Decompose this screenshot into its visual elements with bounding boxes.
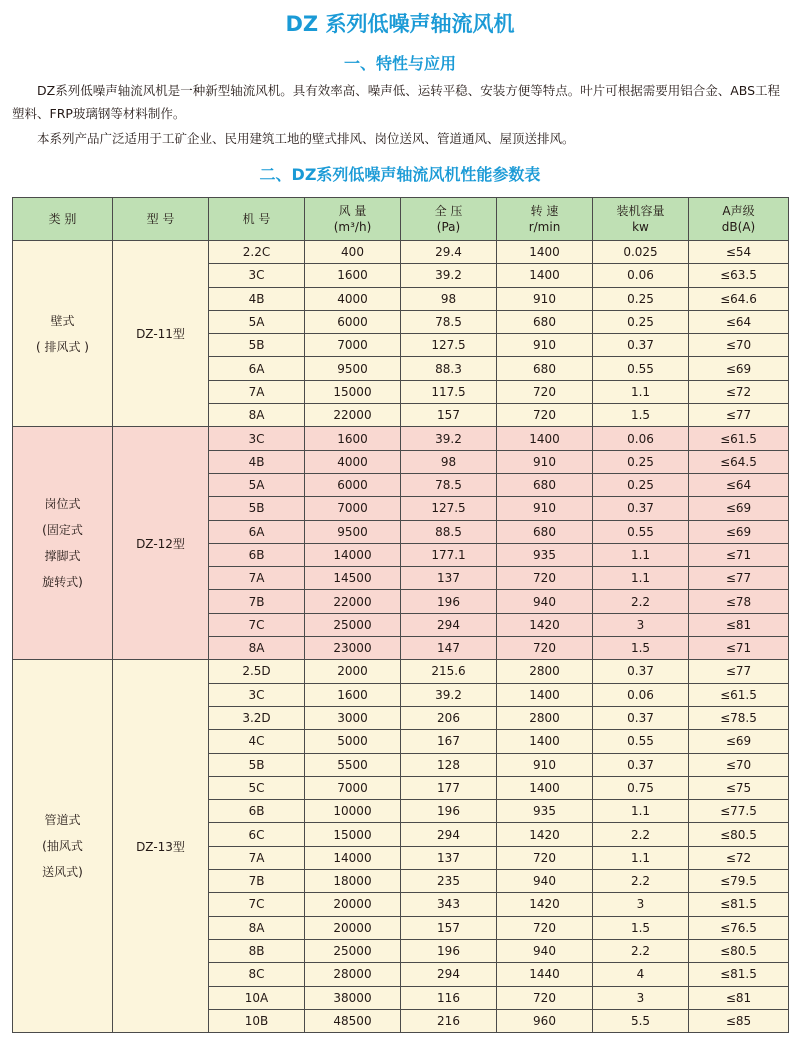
machine-no-cell: 5C bbox=[209, 776, 305, 799]
air-volume-cell: 6000 bbox=[305, 310, 401, 333]
model-cell: DZ-11型 bbox=[113, 241, 209, 427]
speed-cell: 720 bbox=[497, 637, 593, 660]
header-text: 型 号 bbox=[146, 212, 175, 226]
noise-level-cell: ≤78 bbox=[689, 590, 789, 613]
total-pressure-cell: 39.2 bbox=[401, 683, 497, 706]
speed-cell: 960 bbox=[497, 1009, 593, 1032]
machine-no-cell: 6C bbox=[209, 823, 305, 846]
noise-level-cell: ≤64 bbox=[689, 473, 789, 496]
total-pressure-cell: 343 bbox=[401, 893, 497, 916]
section-heading-parameters: 二、DZ系列低噪声轴流风机性能参数表 bbox=[259, 165, 541, 184]
header-speed bbox=[497, 198, 593, 241]
performance-table bbox=[12, 197, 789, 1033]
noise-level-cell: ≤77 bbox=[689, 404, 789, 427]
air-volume-cell: 4000 bbox=[305, 287, 401, 310]
speed-cell: 910 bbox=[497, 334, 593, 357]
machine-no-cell: 6B bbox=[209, 800, 305, 823]
machine-no-cell: 10B bbox=[209, 1009, 305, 1032]
power-cell: 0.37 bbox=[593, 660, 689, 683]
speed-cell: 680 bbox=[497, 520, 593, 543]
air-volume-cell: 6000 bbox=[305, 473, 401, 496]
header-air-volume bbox=[305, 198, 401, 241]
total-pressure-cell: 137 bbox=[401, 567, 497, 590]
total-pressure-cell: 294 bbox=[401, 613, 497, 636]
power-cell: 3 bbox=[593, 893, 689, 916]
noise-level-cell: ≤70 bbox=[689, 334, 789, 357]
noise-level-cell: ≤61.5 bbox=[689, 427, 789, 450]
air-volume-cell: 14500 bbox=[305, 567, 401, 590]
category-text: ( 排风式 ) bbox=[36, 339, 89, 354]
noise-level-cell: ≤71 bbox=[689, 543, 789, 566]
power-cell: 1.5 bbox=[593, 637, 689, 660]
category-cell bbox=[13, 660, 113, 1033]
power-cell: 0.55 bbox=[593, 520, 689, 543]
machine-no-cell: 5B bbox=[209, 753, 305, 776]
power-cell: 0.75 bbox=[593, 776, 689, 799]
header-model bbox=[113, 198, 209, 241]
header-text: kw bbox=[632, 220, 649, 234]
speed-cell: 1400 bbox=[497, 264, 593, 287]
total-pressure-cell: 98 bbox=[401, 287, 497, 310]
total-pressure-cell: 177 bbox=[401, 776, 497, 799]
power-cell: 1.1 bbox=[593, 846, 689, 869]
total-pressure-cell: 88.5 bbox=[401, 520, 497, 543]
machine-no-cell: 8C bbox=[209, 963, 305, 986]
table-header-row bbox=[13, 198, 789, 241]
total-pressure-cell: 116 bbox=[401, 986, 497, 1009]
air-volume-cell: 25000 bbox=[305, 939, 401, 962]
speed-cell: 1440 bbox=[497, 963, 593, 986]
machine-no-cell: 7A bbox=[209, 846, 305, 869]
speed-cell: 720 bbox=[497, 380, 593, 403]
intro-paragraph: DZ系列低噪声轴流风机是一种新型轴流风机。具有效率高、噪声低、运转平稳、安装方便等特点。叶片可根据需要用铝合金、ABS工程塑料、FRP玻璃钢等材料制作。 bbox=[12, 83, 781, 121]
air-volume-cell: 22000 bbox=[305, 590, 401, 613]
air-volume-cell: 14000 bbox=[305, 846, 401, 869]
machine-no-cell: 7B bbox=[209, 590, 305, 613]
power-cell: 0.55 bbox=[593, 730, 689, 753]
category-text: 岗位式 bbox=[44, 497, 81, 512]
air-volume-cell: 15000 bbox=[305, 823, 401, 846]
power-cell: 1.1 bbox=[593, 380, 689, 403]
air-volume-cell: 1600 bbox=[305, 264, 401, 287]
machine-no-cell: 2.5D bbox=[209, 660, 305, 683]
machine-no-cell: 10A bbox=[209, 986, 305, 1009]
header-machine-no bbox=[209, 198, 305, 241]
total-pressure-cell: 216 bbox=[401, 1009, 497, 1032]
total-pressure-cell: 235 bbox=[401, 870, 497, 893]
category-text: 旋转式) bbox=[42, 575, 83, 590]
total-pressure-cell: 39.2 bbox=[401, 264, 497, 287]
total-pressure-cell: 167 bbox=[401, 730, 497, 753]
machine-no-cell: 8B bbox=[209, 939, 305, 962]
power-cell: 1.1 bbox=[593, 800, 689, 823]
total-pressure-cell: 117.5 bbox=[401, 380, 497, 403]
speed-cell: 910 bbox=[497, 497, 593, 520]
air-volume-cell: 15000 bbox=[305, 380, 401, 403]
header-text: 风 量 bbox=[338, 204, 367, 218]
category-cell bbox=[13, 427, 113, 660]
power-cell: 0.37 bbox=[593, 753, 689, 776]
page-title: DZ 系列低噪声轴流风机 bbox=[285, 12, 515, 36]
machine-no-cell: 4B bbox=[209, 450, 305, 473]
header-text: dB(A) bbox=[721, 220, 756, 234]
air-volume-cell: 22000 bbox=[305, 404, 401, 427]
category-text: 送风式) bbox=[42, 865, 83, 880]
header-text: 装机容量 bbox=[616, 204, 665, 218]
air-volume-cell: 5500 bbox=[305, 753, 401, 776]
header-text: (Pa) bbox=[436, 220, 461, 234]
speed-cell: 720 bbox=[497, 916, 593, 939]
speed-cell: 940 bbox=[497, 939, 593, 962]
total-pressure-cell: 29.4 bbox=[401, 241, 497, 264]
air-volume-cell: 20000 bbox=[305, 916, 401, 939]
machine-no-cell: 8A bbox=[209, 637, 305, 660]
machine-no-cell: 5A bbox=[209, 473, 305, 496]
machine-no-cell: 8A bbox=[209, 916, 305, 939]
speed-cell: 680 bbox=[497, 357, 593, 380]
air-volume-cell: 20000 bbox=[305, 893, 401, 916]
noise-level-cell: ≤72 bbox=[689, 380, 789, 403]
power-cell: 1.5 bbox=[593, 404, 689, 427]
model-cell: DZ-13型 bbox=[113, 660, 209, 1033]
machine-no-cell: 3.2D bbox=[209, 706, 305, 729]
noise-level-cell: ≤75 bbox=[689, 776, 789, 799]
speed-cell: 680 bbox=[497, 310, 593, 333]
power-cell: 0.06 bbox=[593, 264, 689, 287]
speed-cell: 935 bbox=[497, 543, 593, 566]
machine-no-cell: 8A bbox=[209, 404, 305, 427]
total-pressure-cell: 39.2 bbox=[401, 427, 497, 450]
machine-no-cell: 4B bbox=[209, 287, 305, 310]
header-text: 机 号 bbox=[242, 212, 271, 226]
speed-cell: 720 bbox=[497, 404, 593, 427]
table-row bbox=[13, 427, 789, 450]
speed-cell: 2800 bbox=[497, 706, 593, 729]
power-cell: 2.2 bbox=[593, 590, 689, 613]
machine-no-cell: 6B bbox=[209, 543, 305, 566]
category-cell bbox=[13, 241, 113, 427]
noise-level-cell: ≤81 bbox=[689, 986, 789, 1009]
noise-level-cell: ≤63.5 bbox=[689, 264, 789, 287]
speed-cell: 680 bbox=[497, 473, 593, 496]
power-cell: 2.2 bbox=[593, 870, 689, 893]
total-pressure-cell: 177.1 bbox=[401, 543, 497, 566]
power-cell: 0.55 bbox=[593, 357, 689, 380]
air-volume-cell: 7000 bbox=[305, 776, 401, 799]
machine-no-cell: 2.2C bbox=[209, 241, 305, 264]
speed-cell: 1400 bbox=[497, 241, 593, 264]
power-cell: 0.25 bbox=[593, 287, 689, 310]
speed-cell: 910 bbox=[497, 753, 593, 776]
noise-level-cell: ≤79.5 bbox=[689, 870, 789, 893]
speed-cell: 720 bbox=[497, 567, 593, 590]
power-cell: 1.1 bbox=[593, 543, 689, 566]
speed-cell: 910 bbox=[497, 450, 593, 473]
noise-level-cell: ≤77 bbox=[689, 567, 789, 590]
air-volume-cell: 4000 bbox=[305, 450, 401, 473]
machine-no-cell: 7A bbox=[209, 380, 305, 403]
power-cell: 0.25 bbox=[593, 310, 689, 333]
air-volume-cell: 9500 bbox=[305, 357, 401, 380]
total-pressure-cell: 127.5 bbox=[401, 497, 497, 520]
total-pressure-cell: 147 bbox=[401, 637, 497, 660]
total-pressure-cell: 157 bbox=[401, 404, 497, 427]
speed-cell: 910 bbox=[497, 287, 593, 310]
noise-level-cell: ≤71 bbox=[689, 637, 789, 660]
power-cell: 3 bbox=[593, 986, 689, 1009]
power-cell: 2.2 bbox=[593, 939, 689, 962]
total-pressure-cell: 157 bbox=[401, 916, 497, 939]
table-row bbox=[13, 241, 789, 264]
speed-cell: 940 bbox=[497, 590, 593, 613]
machine-no-cell: 3C bbox=[209, 683, 305, 706]
header-text: 转 速 bbox=[530, 204, 559, 218]
noise-level-cell: ≤85 bbox=[689, 1009, 789, 1032]
noise-level-cell: ≤69 bbox=[689, 520, 789, 543]
total-pressure-cell: 294 bbox=[401, 963, 497, 986]
category-text: (抽风式 bbox=[42, 839, 83, 854]
noise-level-cell: ≤61.5 bbox=[689, 683, 789, 706]
air-volume-cell: 400 bbox=[305, 241, 401, 264]
speed-cell: 720 bbox=[497, 846, 593, 869]
machine-no-cell: 7B bbox=[209, 870, 305, 893]
total-pressure-cell: 196 bbox=[401, 939, 497, 962]
speed-cell: 935 bbox=[497, 800, 593, 823]
header-category bbox=[13, 198, 113, 241]
power-cell: 2.2 bbox=[593, 823, 689, 846]
power-cell: 0.37 bbox=[593, 706, 689, 729]
total-pressure-cell: 196 bbox=[401, 800, 497, 823]
power-cell: 0.06 bbox=[593, 427, 689, 450]
machine-no-cell: 3C bbox=[209, 427, 305, 450]
machine-no-cell: 5A bbox=[209, 310, 305, 333]
category-text: 管道式 bbox=[44, 813, 81, 828]
machine-no-cell: 5B bbox=[209, 334, 305, 357]
category-text: 撑脚式 bbox=[44, 549, 81, 564]
air-volume-cell: 7000 bbox=[305, 497, 401, 520]
machine-no-cell: 3C bbox=[209, 264, 305, 287]
noise-level-cell: ≤64 bbox=[689, 310, 789, 333]
header-text: r/min bbox=[528, 220, 561, 234]
total-pressure-cell: 88.3 bbox=[401, 357, 497, 380]
noise-level-cell: ≤70 bbox=[689, 753, 789, 776]
category-text: (固定式 bbox=[42, 523, 83, 538]
air-volume-cell: 9500 bbox=[305, 520, 401, 543]
header-noise-level bbox=[689, 198, 789, 241]
total-pressure-cell: 206 bbox=[401, 706, 497, 729]
air-volume-cell: 38000 bbox=[305, 986, 401, 1009]
noise-level-cell: ≤64.6 bbox=[689, 287, 789, 310]
air-volume-cell: 18000 bbox=[305, 870, 401, 893]
power-cell: 0.37 bbox=[593, 334, 689, 357]
air-volume-cell: 3000 bbox=[305, 706, 401, 729]
air-volume-cell: 5000 bbox=[305, 730, 401, 753]
speed-cell: 1400 bbox=[497, 427, 593, 450]
power-cell: 0.25 bbox=[593, 450, 689, 473]
noise-level-cell: ≤69 bbox=[689, 497, 789, 520]
noise-level-cell: ≤69 bbox=[689, 357, 789, 380]
power-cell: 3 bbox=[593, 613, 689, 636]
air-volume-cell: 7000 bbox=[305, 334, 401, 357]
noise-level-cell: ≤77 bbox=[689, 660, 789, 683]
header-text: (m³/h) bbox=[333, 220, 372, 234]
table-row bbox=[13, 660, 789, 683]
speed-cell: 1420 bbox=[497, 823, 593, 846]
power-cell: 0.025 bbox=[593, 241, 689, 264]
machine-no-cell: 7C bbox=[209, 893, 305, 916]
noise-level-cell: ≤80.5 bbox=[689, 823, 789, 846]
total-pressure-cell: 127.5 bbox=[401, 334, 497, 357]
section-heading-features: 一、特性与应用 bbox=[343, 54, 456, 73]
table-body bbox=[13, 241, 789, 1033]
machine-no-cell: 7C bbox=[209, 613, 305, 636]
header-total-pressure bbox=[401, 198, 497, 241]
machine-no-cell: 7A bbox=[209, 567, 305, 590]
speed-cell: 1400 bbox=[497, 683, 593, 706]
noise-level-cell: ≤54 bbox=[689, 241, 789, 264]
power-cell: 1.5 bbox=[593, 916, 689, 939]
air-volume-cell: 1600 bbox=[305, 427, 401, 450]
header-text: 类 别 bbox=[48, 212, 77, 226]
header-text: 全 压 bbox=[434, 204, 463, 218]
total-pressure-cell: 78.5 bbox=[401, 310, 497, 333]
air-volume-cell: 28000 bbox=[305, 963, 401, 986]
speed-cell: 1420 bbox=[497, 893, 593, 916]
total-pressure-cell: 98 bbox=[401, 450, 497, 473]
air-volume-cell: 10000 bbox=[305, 800, 401, 823]
speed-cell: 1420 bbox=[497, 613, 593, 636]
noise-level-cell: ≤69 bbox=[689, 730, 789, 753]
air-volume-cell: 2000 bbox=[305, 660, 401, 683]
application-paragraph: 本系列产品广泛适用于工矿企业、民用建筑工地的壁式排风、岗位送风、管道通风、屋顶送排风。 bbox=[37, 131, 575, 146]
total-pressure-cell: 196 bbox=[401, 590, 497, 613]
power-cell: 5.5 bbox=[593, 1009, 689, 1032]
header-power bbox=[593, 198, 689, 241]
air-volume-cell: 25000 bbox=[305, 613, 401, 636]
noise-level-cell: ≤78.5 bbox=[689, 706, 789, 729]
power-cell: 4 bbox=[593, 963, 689, 986]
noise-level-cell: ≤80.5 bbox=[689, 939, 789, 962]
machine-no-cell: 5B bbox=[209, 497, 305, 520]
total-pressure-cell: 137 bbox=[401, 846, 497, 869]
power-cell: 0.25 bbox=[593, 473, 689, 496]
header-text: A声级 bbox=[722, 204, 755, 218]
air-volume-cell: 1600 bbox=[305, 683, 401, 706]
power-cell: 0.37 bbox=[593, 497, 689, 520]
air-volume-cell: 23000 bbox=[305, 637, 401, 660]
total-pressure-cell: 128 bbox=[401, 753, 497, 776]
power-cell: 0.06 bbox=[593, 683, 689, 706]
noise-level-cell: ≤64.5 bbox=[689, 450, 789, 473]
speed-cell: 720 bbox=[497, 986, 593, 1009]
noise-level-cell: ≤72 bbox=[689, 846, 789, 869]
speed-cell: 940 bbox=[497, 870, 593, 893]
machine-no-cell: 6A bbox=[209, 520, 305, 543]
speed-cell: 1400 bbox=[497, 730, 593, 753]
machine-no-cell: 4C bbox=[209, 730, 305, 753]
total-pressure-cell: 215.6 bbox=[401, 660, 497, 683]
noise-level-cell: ≤81.5 bbox=[689, 963, 789, 986]
category-text: 壁式 bbox=[50, 313, 75, 328]
air-volume-cell: 48500 bbox=[305, 1009, 401, 1032]
noise-level-cell: ≤81.5 bbox=[689, 893, 789, 916]
total-pressure-cell: 78.5 bbox=[401, 473, 497, 496]
model-cell: DZ-12型 bbox=[113, 427, 209, 660]
total-pressure-cell: 294 bbox=[401, 823, 497, 846]
noise-level-cell: ≤76.5 bbox=[689, 916, 789, 939]
noise-level-cell: ≤81 bbox=[689, 613, 789, 636]
noise-level-cell: ≤77.5 bbox=[689, 800, 789, 823]
speed-cell: 2800 bbox=[497, 660, 593, 683]
power-cell: 1.1 bbox=[593, 567, 689, 590]
machine-no-cell: 6A bbox=[209, 357, 305, 380]
air-volume-cell: 14000 bbox=[305, 543, 401, 566]
speed-cell: 1400 bbox=[497, 776, 593, 799]
